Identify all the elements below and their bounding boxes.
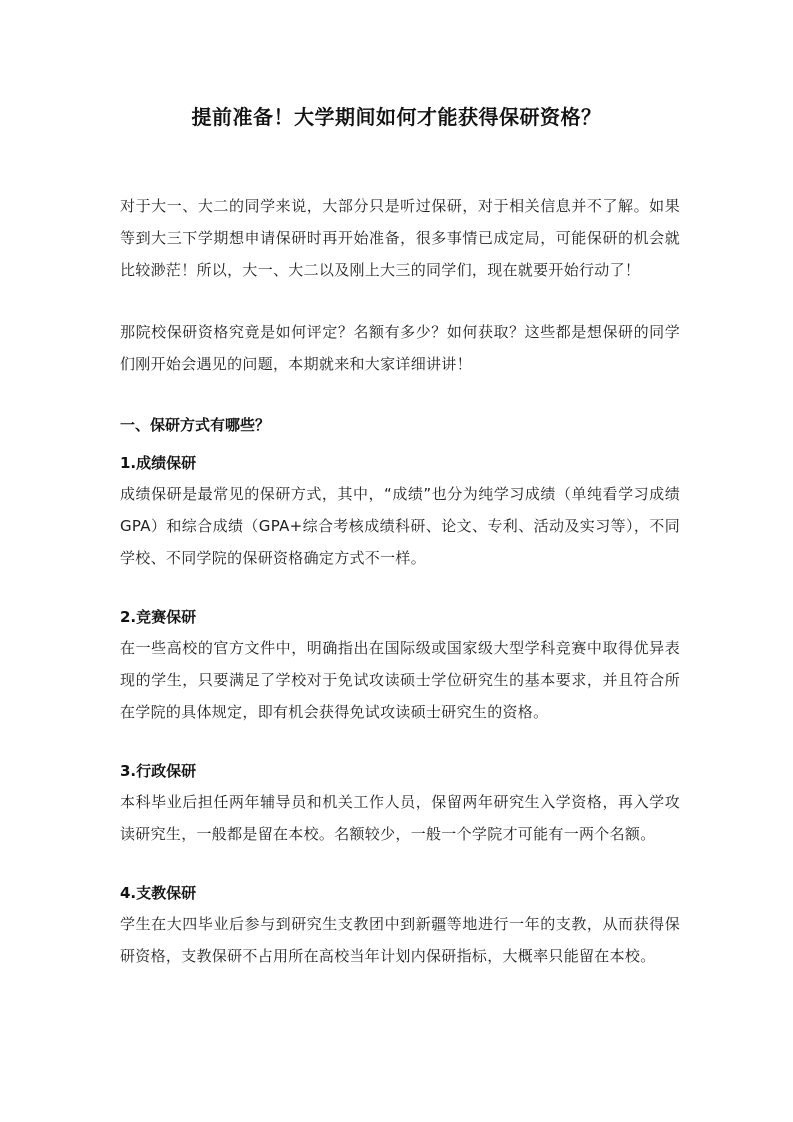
page-title: 提前准备！大学期间如何才能获得保研资格？: [191, 105, 602, 129]
subsection-heading-1: 1.成绩保研: [120, 454, 197, 472]
subsection-body-4: 学生在大四毕业后参与到研究生支教团中到新疆等地进行一年的支教，从而获得保研资格，支教保研不占用所在高校当年计划内保研指标，大概率只能留在本校。: [120, 915, 680, 965]
subsection-body-3: 本科毕业后担任两年辅导员和机关工作人员，保留两年研究生入学资格，再入学攻读研究生，一般都是留在本校。名额较少，一般一个学院才可能有一两个名额。: [120, 793, 680, 843]
subsection-heading-3: 3.行政保研: [120, 762, 197, 780]
subsection-body-1: 成绩保研是最常见的保研方式，其中，“成绩”也分为纯学习成绩（单纯看学习成绩GPA）和综合成绩（GPA+综合考核成绩科研、论文、专利、活动及实习等），不同学校、不同学院的保研资格确定方式不一样。: [120, 485, 680, 567]
document-body: [120, 190, 680, 972]
subsection-heading-4: 4.支教保研: [120, 884, 197, 902]
subsection-heading-2: 2.竞赛保研: [120, 608, 197, 626]
intro-paragraph-2: 那院校保研资格究竟是如何评定？名额有多少？如何获取？这些都是想保研的同学们刚开始会遇见的问题，本期就来和大家详细讲讲！: [120, 323, 680, 373]
subsection-body-2: 在一些高校的官方文件中，明确指出在国际级或国家级大型学科竞赛中取得优异表现的学生，只要满足了学校对于免试攻读硕士学位研究生的基本要求，并且符合所在学院的具体规定，即有机会获得免试攻读硕士研究生的资格。: [120, 639, 680, 721]
intro-paragraph-1: 对于大一、大二的同学来说，大部分只是听过保研，对于相关信息并不了解。如果等到大三下学期想申请保研时再开始准备，很多事情已成定局，可能保研的机会就比较渺茫！所以，大一、大二以及刚上大三的同学们，现在就要开始行动了！: [120, 197, 680, 279]
section-heading: 一、保研方式有哪些？: [120, 416, 271, 434]
